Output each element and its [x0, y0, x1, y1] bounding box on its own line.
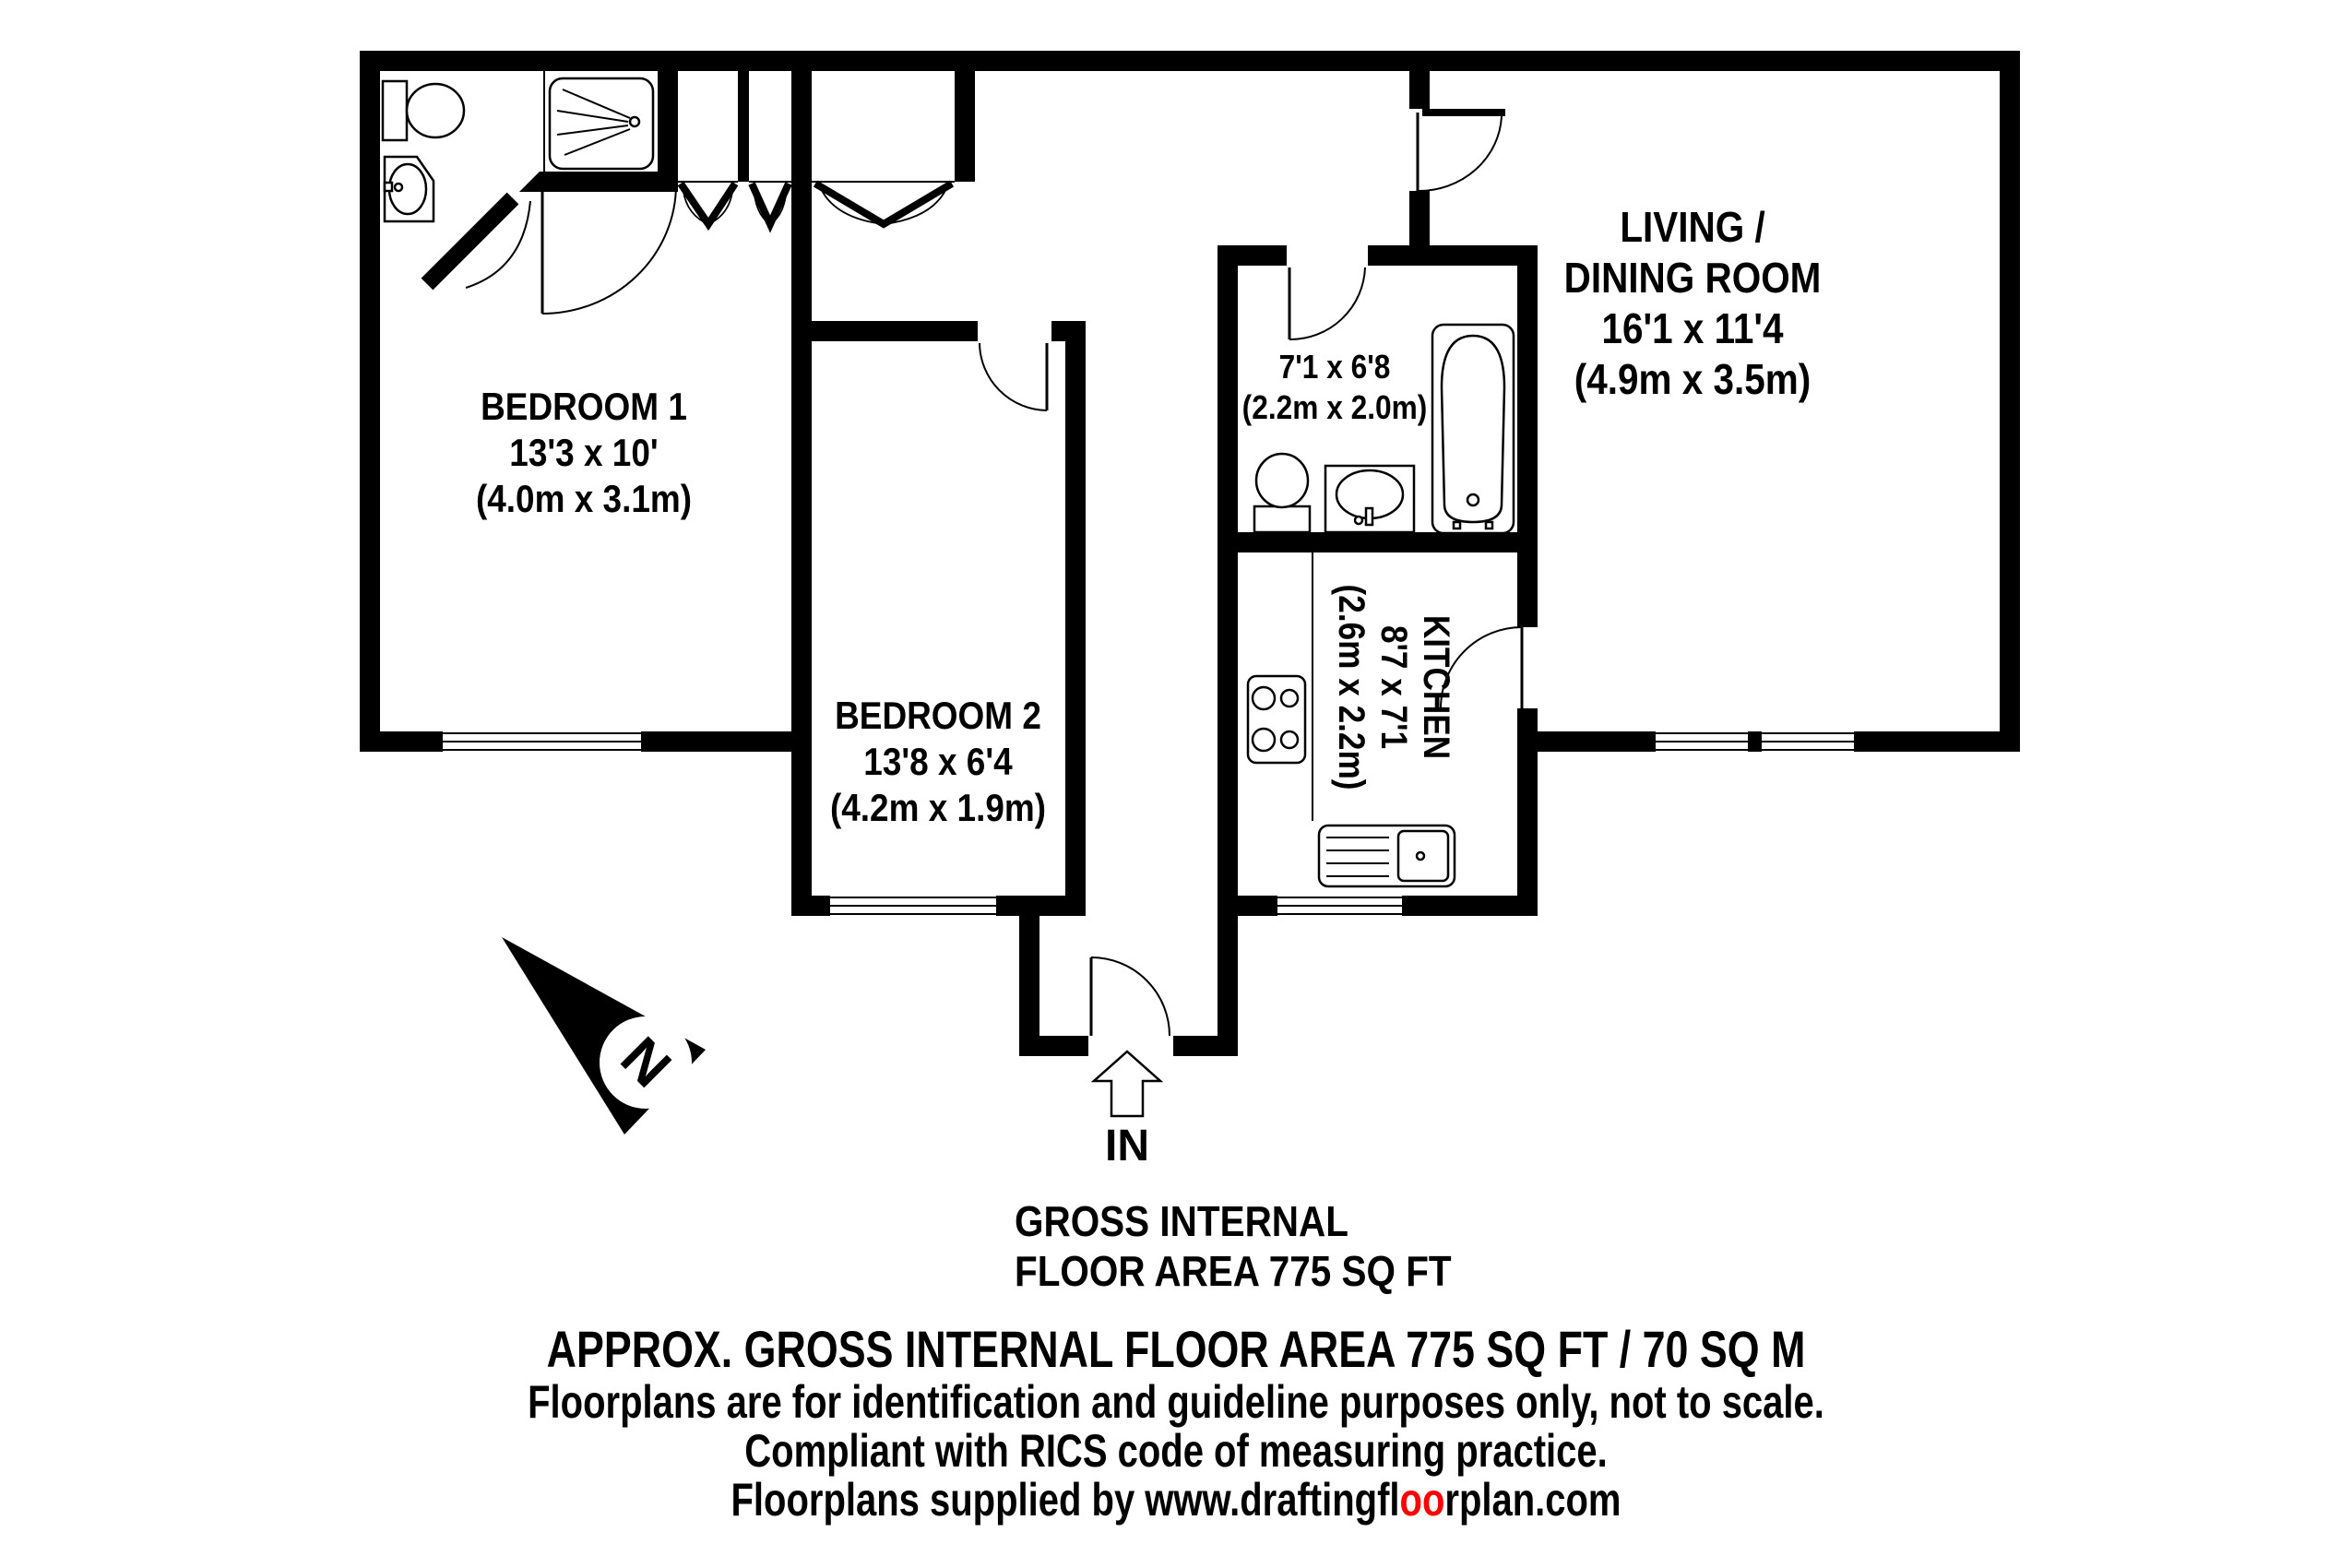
- room-dims-imperial: 7'1 x 6'8: [1278, 349, 1391, 386]
- room-dims-imperial: 16'1 x 11'4: [1601, 305, 1784, 353]
- wall-segment: [791, 896, 830, 916]
- wall-segment: [360, 51, 380, 752]
- wall-segment: [1173, 1036, 1238, 1056]
- kitchen-sink-icon: [1319, 826, 1455, 886]
- wall-segment: [1051, 321, 1086, 341]
- bathtub-icon: [1432, 325, 1514, 533]
- windows: [443, 733, 1854, 914]
- door-header: [1422, 109, 1505, 116]
- ensuite-toilet-icon: [383, 81, 464, 140]
- footer-supplied-red: oo: [1399, 1473, 1445, 1526]
- floor-area-line1: GROSS INTERNAL: [1015, 1198, 1348, 1246]
- wall-segment: [1218, 916, 1238, 1056]
- wall-segment: [1517, 752, 1538, 916]
- footer-disclaimer: Floorplans are for identification and guideline purposes only, not to scale.: [528, 1375, 1824, 1429]
- wall-segment: [738, 71, 749, 182]
- wall-segment: [1019, 916, 1039, 1056]
- ensuite-door: [427, 198, 530, 288]
- ensuite-fixtures: [383, 71, 653, 221]
- room-dims-metric: (2.6m x 2.2m): [1331, 584, 1373, 790]
- wall-segment: [1409, 71, 1430, 109]
- footer: [528, 1320, 1824, 1526]
- room-name-line1: LIVING /: [1620, 204, 1765, 252]
- wardrobes: [678, 182, 955, 224]
- footer-compliance: Compliant with RICS code of measuring practice.: [744, 1424, 1608, 1478]
- wall-segment: [1368, 245, 1538, 266]
- walls: [360, 51, 2020, 1056]
- bedroom1-door: [542, 184, 676, 314]
- entrance-door: [1091, 957, 1170, 1036]
- entrance-marker: [1094, 1051, 1160, 1170]
- bathroom-toilet-icon: [1254, 454, 1310, 532]
- room-name-line2: DINING ROOM: [1563, 255, 1822, 303]
- bathroom-door: [1289, 267, 1365, 339]
- wall-segment: [955, 71, 975, 182]
- wardrobe-bifold-door-1: [681, 184, 735, 224]
- room-dims-imperial: 13'3 x 10': [509, 431, 659, 475]
- wall-segment: [996, 896, 1086, 916]
- bathroom-label: [1242, 349, 1428, 426]
- floor-area-note: [1015, 1199, 1452, 1296]
- wall-segment: [1019, 1036, 1088, 1056]
- room-name: BEDROOM 2: [835, 694, 1041, 738]
- wardrobe-bifold-door-3: [815, 184, 952, 224]
- bedroom2-window: [830, 897, 996, 914]
- wall-segment: [1409, 191, 1430, 245]
- wall-segment: [360, 731, 443, 752]
- floor-area-line2: FLOOR AREA 775 SQ FT: [1015, 1248, 1452, 1296]
- room-dims-metric: (4.2m x 1.9m): [829, 786, 1047, 830]
- bedroom1-label: [476, 386, 692, 521]
- ensuite-sink-icon: [385, 157, 434, 221]
- bathroom-sink-icon: [1325, 466, 1414, 532]
- bedroom2-label: [830, 695, 1046, 830]
- wall-segment: [2000, 51, 2020, 752]
- bedroom2-door: [980, 343, 1047, 410]
- room-name: KITCHEN: [1416, 614, 1458, 760]
- living-room-window-1: [1656, 733, 1748, 750]
- in-arrow-icon: [1094, 1051, 1160, 1116]
- room-dims-metric: (2.2m x 2.0m): [1241, 389, 1428, 427]
- compass-north-label: N: [608, 1025, 683, 1100]
- wall-segment: [641, 731, 812, 752]
- wall-segment: [1065, 339, 1086, 916]
- room-dims-metric: (4.9m x 3.5m): [1574, 356, 1812, 404]
- bedroom1-window: [443, 733, 641, 750]
- wall-segment: [658, 71, 678, 175]
- wall-segment: [791, 71, 812, 916]
- wall-segment: [1402, 896, 1538, 916]
- wall-segment: [1218, 896, 1277, 916]
- room-dims-metric: (4.0m x 3.1m): [475, 477, 693, 521]
- wall-segment: [1854, 731, 2020, 752]
- wall-segment: [1748, 731, 1762, 752]
- living-room-window-2: [1762, 733, 1854, 750]
- room-dims-imperial: 8'7 x 7'1: [1373, 624, 1416, 750]
- wall-segment: [1218, 245, 1238, 916]
- kitchen-label: [1332, 585, 1458, 790]
- wall-segment: [791, 321, 978, 341]
- wall-segment: [1517, 245, 1538, 627]
- north-arrow: [502, 937, 706, 1134]
- wall-segment: [1218, 245, 1287, 266]
- kitchen-window: [1277, 897, 1402, 914]
- footer-supplied-by: [731, 1474, 1621, 1526]
- wall-segment: [1517, 731, 1656, 752]
- footer-supplied-suffix: rplan.com: [1444, 1473, 1621, 1526]
- wall-segment: [360, 51, 2020, 71]
- wardrobe-bifold-door-2: [752, 184, 789, 224]
- wall-segment: [1238, 532, 1517, 552]
- room-dims-imperial: 13'8 x 6'4: [863, 740, 1013, 784]
- in-label: IN: [1105, 1122, 1149, 1170]
- ensuite-shower-icon: [544, 71, 653, 172]
- footer-approx-area: APPROX. GROSS INTERNAL FLOOR AREA 775 SQ FT / 70 SQ M: [546, 1320, 1806, 1379]
- kitchen-hob-icon: [1248, 676, 1305, 763]
- living-room-label: [1564, 205, 1822, 404]
- footer-supplied-prefix: Floorplans supplied by www.draftingfl: [731, 1473, 1400, 1526]
- room-name: BEDROOM 1: [481, 385, 687, 429]
- living-room-door: [1418, 113, 1502, 191]
